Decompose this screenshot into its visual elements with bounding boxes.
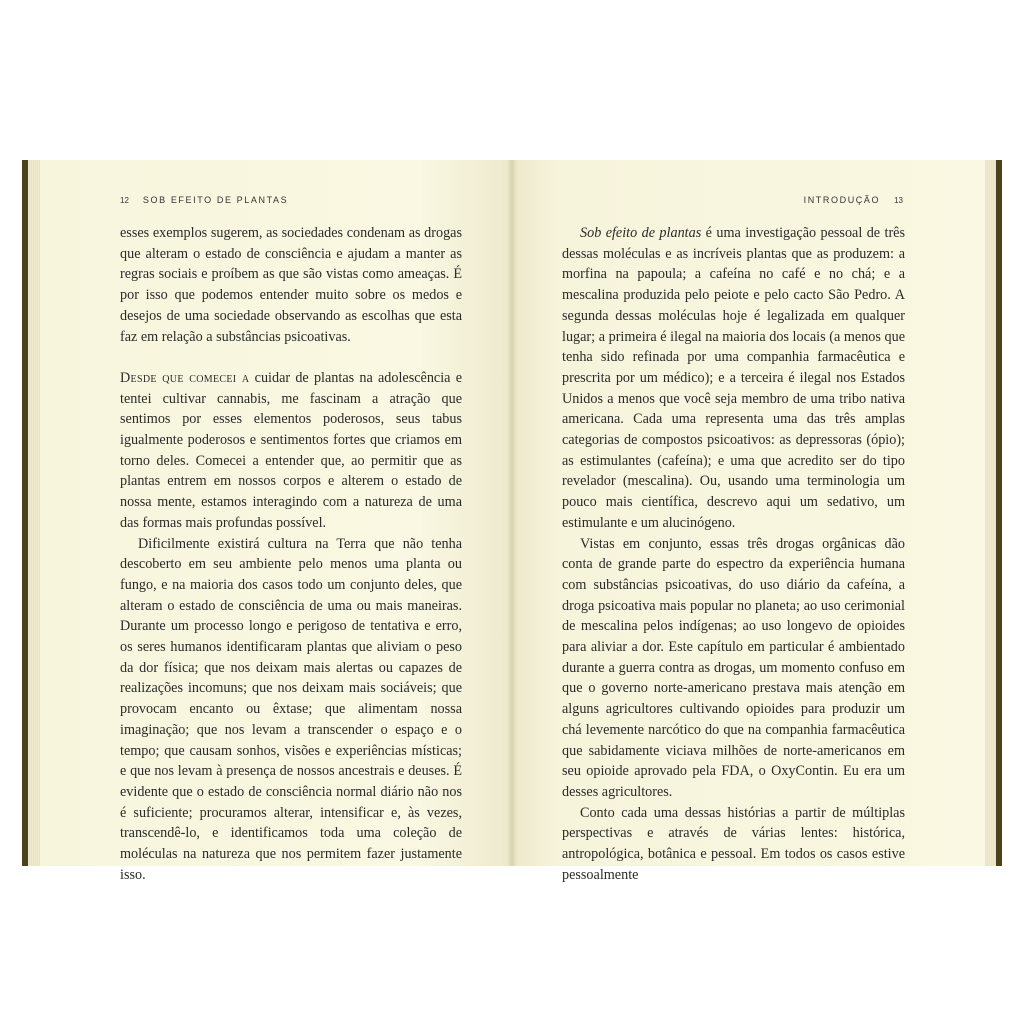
page-edges-left	[28, 160, 40, 866]
right-paragraph-1	[562, 223, 905, 534]
left-text-block	[120, 223, 462, 885]
left-running-title: SOB EFEITO DE PLANTAS	[142, 195, 289, 205]
right-paragraph-1-text: é uma investigação pessoal de três dessas moléculas e as incríveis plantas que as produzem: a morfina na papoula; a cafeína no café e no chá; e a mescalina produzida pelo peiote e pelo cacto São Pedro. A segunda dessas moléculas hoje é legalizada em qualquer lugar; a primeira é ilegal na maioria dos locais (a menos que tenha sido refinada por uma companhia farmacêutica e prescrita por um médico); e a terceira é ilegal nos Estados Unidos a menos que você seja membro de uma tribo nativa americana. Cada uma representa uma das três amplas categorias de compostos psicoativos: as depressoras (ópio); as estimulantes (cafeína); e uma que acredito ser do tipo revelador (mescalina). Ou, usando uma terminologia um pouco mais científica, descrevo aqui um sedativo, um estimulante e um alucinógeno.	[562, 225, 905, 531]
left-page	[40, 160, 512, 883]
left-paragraph-3: Dificilmente existirá cultura na Terra que não tenha descoberto em seu ambiente pelo menos uma planta ou fungo, e na maioria dos casos todo um conjunto deles, que alteram o estado de consciência de uma ou mais maneiras. Durante um processo longo e perigoso de tentativa e erro, os seres humanos identificaram plantas que aliviam o peso da dor física; que nos deixam mais alertas ou capazes de realizações incomuns; que nos deixam mais sociáveis; que provocam encanto ou êxtase; que alimentam nossa imaginação; que nos levam a transcender o espaço e o tempo; que causam sonhos, visões e experiências místicas; e que nos levam à presença de nossos ancestrais e deuses. É evidente que o estado de consciência normal diário não nos é suficiente; procuramos alterar, intensificar e, às vezes, transcendê-lo, e identificamos toda uma coleção de moléculas na natureza que nos permitem fazer justamente isso.	[120, 535, 462, 883]
left-running-head	[120, 195, 288, 205]
right-paragraph-3: Conto cada uma dessas histórias a partir de múltiplas perspectivas e através de várias lentes: histórica, antropológica, botânica e pessoal. Em todos os casos estive pessoalmente	[562, 804, 905, 883]
right-page	[512, 160, 985, 883]
left-paragraph-2-text: cuidar de plantas na adolescência e tentei cultivar cannabis, me fascinam a atração que sentimos por esses elementos poderosos, seus tabus igualmente poderosos e sentimentos fortes que criamos em torno deles. Comecei a entender que, ao permitir que as plantas entrem em nossos corpos e alterem o estado de nossa mente, estamos interagindo com a natureza de uma das formas mais profundas possível.	[120, 369, 462, 531]
right-paragraph-2: Vistas em conjunto, essas três drogas orgânicas dão conta de grande parte do espectro da experiência humana com substâncias psicoativas, do uso diário da cafeína, a droga psicoativa mais popular no planeta; ao uso cerimonial de mescalina pelos indígenas; ao uso longevo de opioides para aliviar a dor. Este capítulo em particular é ambientado durante a guerra contra as drogas, um momento confuso em que o governo norte-americano prestava mais atenção em alguns agricultores cultivando opioides para produzir um chá levemente narcótico do que na companhia farmacêutica que sabidamente viciava milhões de norte-americanos em seu opioide aprovado pela FDA, o OxyContin. Eu era um desses agricultores.	[562, 535, 905, 800]
book-gutter	[507, 160, 517, 866]
book-cover-right-edge	[996, 160, 1002, 866]
right-text-block	[562, 223, 905, 886]
left-page-number: 12	[120, 196, 129, 205]
left-paragraph-1: esses exemplos sugerem, as sociedades condenam as drogas que alteram o estado de consciência e ajudam a manter as regras sociais e proíbem as que são vistas como ameaças. É por isso que podemos entender muito sobre os medos e desejos de uma sociedade observando as escolhas que esta faz em relação a substâncias psicoativas.	[120, 225, 462, 345]
left-paragraph-2	[120, 368, 462, 534]
page-edges-right	[985, 160, 996, 866]
right-running-title: INTRODUÇÃO	[803, 195, 881, 205]
book-title-italic: Sob efeito de plantas	[580, 225, 702, 241]
right-running-head	[804, 195, 903, 205]
right-page-number: 13	[894, 196, 903, 205]
section-lead-smallcaps: Desde que comecei a	[120, 369, 250, 386]
